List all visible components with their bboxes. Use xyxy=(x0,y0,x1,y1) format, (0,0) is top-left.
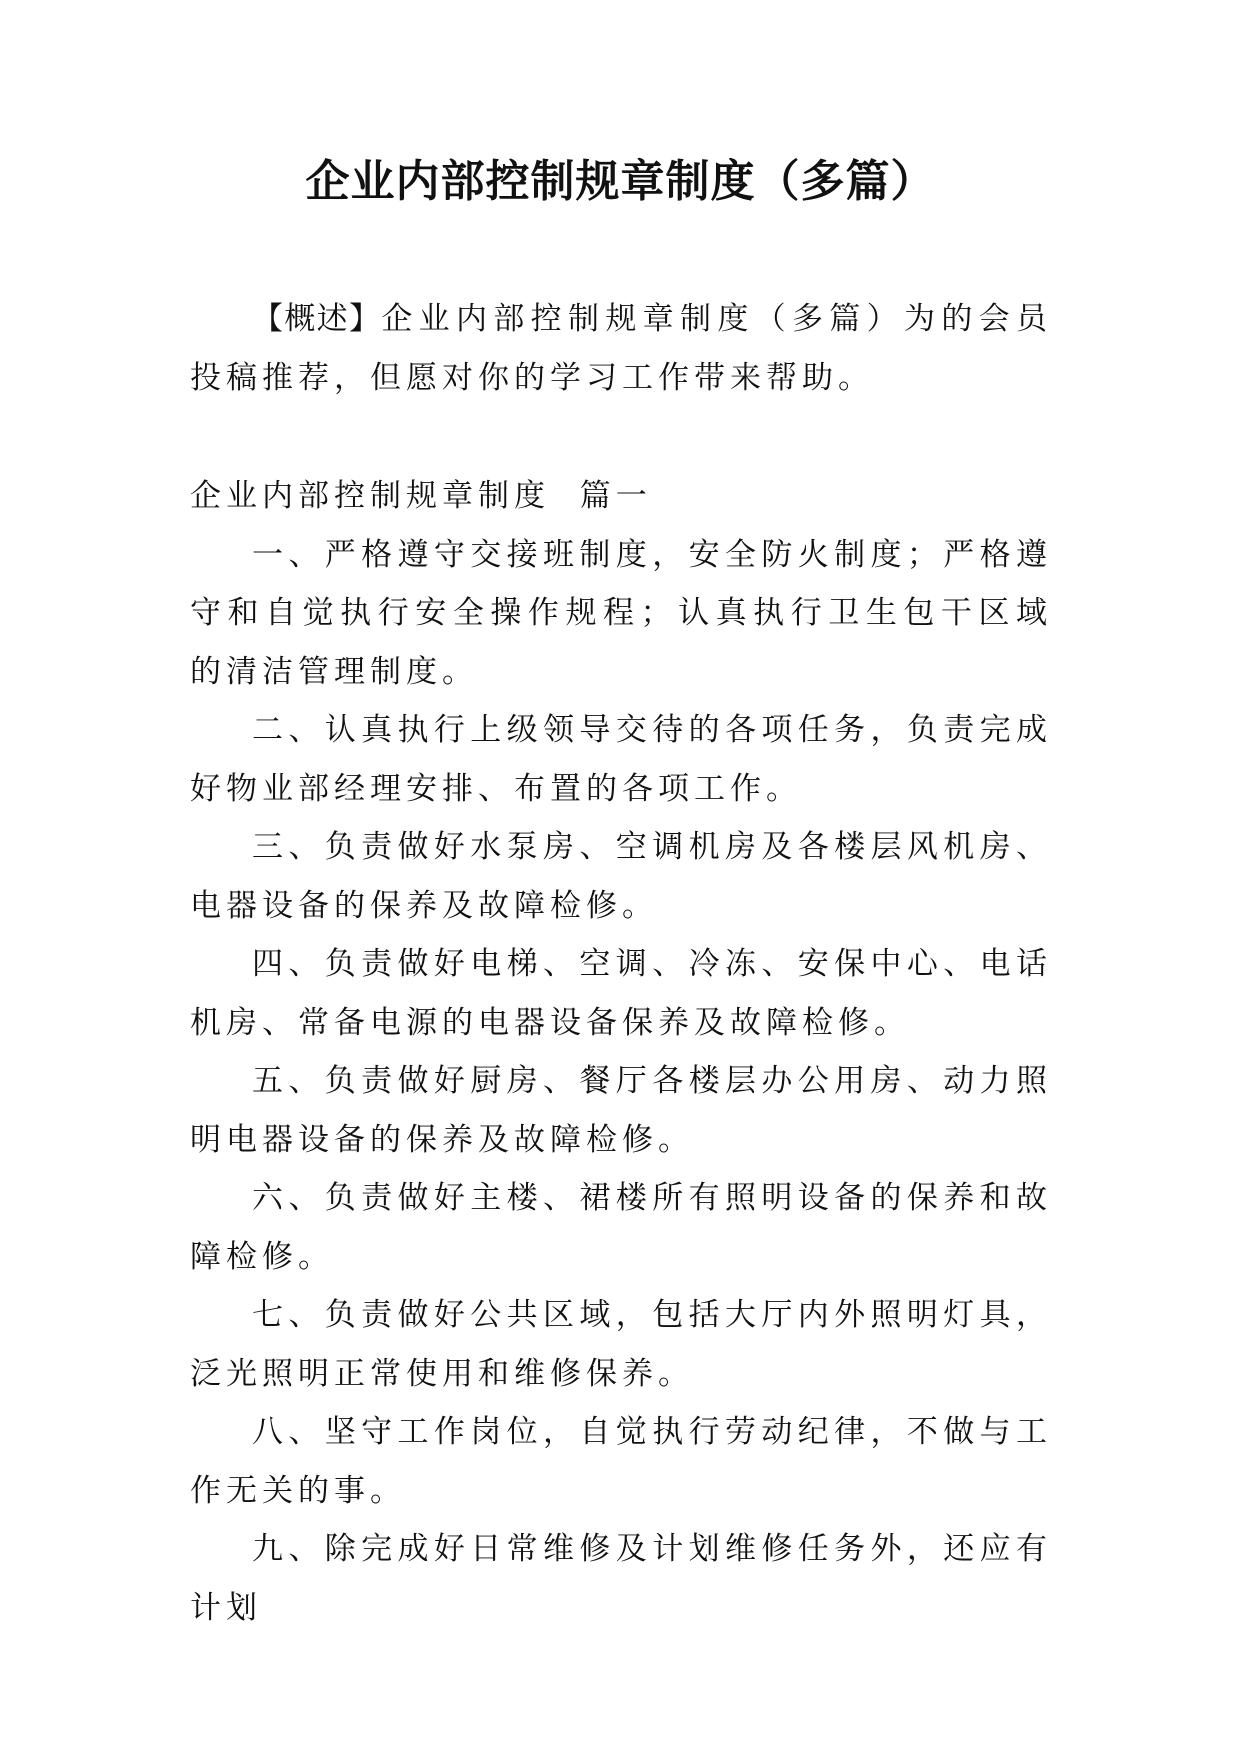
summary-tag: 【概述】 xyxy=(252,301,382,337)
list-item: 三、负责做好水泵房、空调机房及各楼层风机房、电器设备的保养及故障检修。 xyxy=(190,829,1052,924)
list-item: 九、除完成好日常维修及计划维修任务外，还应有计划 xyxy=(190,1531,1052,1626)
list-item: 二、认真执行上级领导交待的各项任务，负责完成好物业部经理安排、布置的各项工作。 xyxy=(190,712,1052,807)
list-item: 四、负责做好电梯、空调、冷冻、安保中心、电话机房、常备电源的电器设备保养及故障检修。 xyxy=(190,946,1052,1041)
section-heading: 企业内部控制规章制度 篇一 xyxy=(190,478,652,514)
list-item: 六、负责做好主楼、裙楼所有照明设备的保养和故障检修。 xyxy=(190,1180,1052,1275)
list-item: 八、坚守工作岗位，自觉执行劳动纪律，不做与工作无关的事。 xyxy=(190,1414,1052,1509)
list-item: 一、严格遵守交接班制度，安全防火制度；严格遵守和自觉执行安全操作规程；认真执行卫生包干区域的清洁管理制度。 xyxy=(190,536,1052,690)
summary-paragraph xyxy=(190,290,1052,407)
document-title: 企业内部控制规章制度（多篇） xyxy=(305,156,936,207)
list-item: 七、负责做好公共区域，包括大厅内外照明灯具，泛光照明正常使用和维修保养。 xyxy=(190,1297,1052,1392)
summary-text: 企业内部控制规章制度（多篇）为的会员投稿推荐，但愿对你的学习工作带来帮助。 xyxy=(190,301,1053,396)
list-item: 五、负责做好厨房、餐厅各楼层办公用房、动力照明电器设备的保养及故障检修。 xyxy=(190,1063,1052,1158)
document-body xyxy=(190,290,1052,1637)
